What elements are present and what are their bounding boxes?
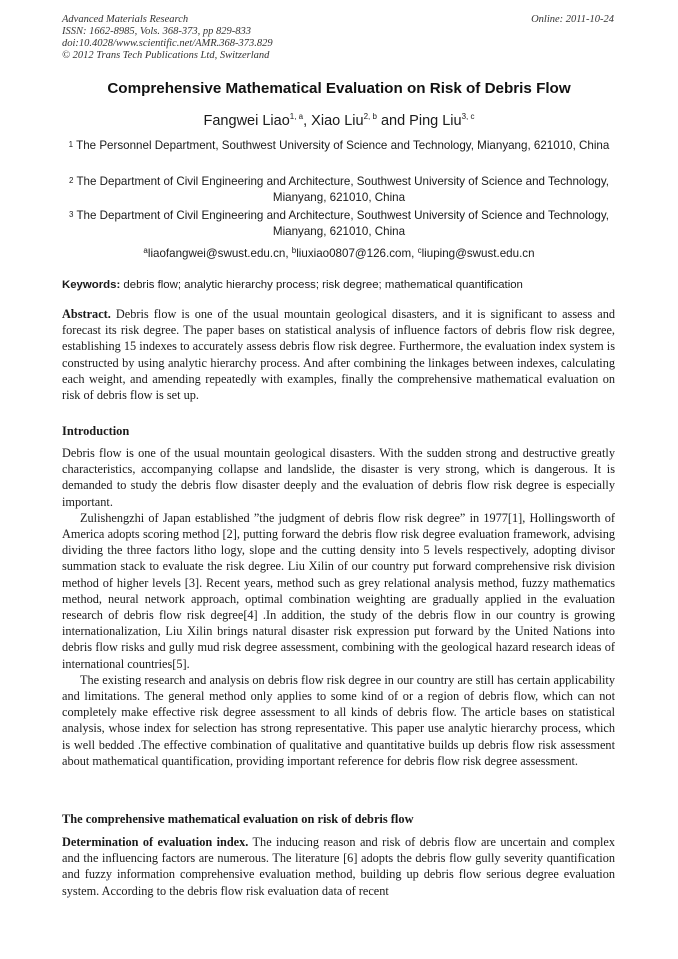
affiliation-2 — [62, 174, 616, 206]
keywords-label: Keywords: — [62, 279, 121, 291]
abstract-label: Abstract. — [62, 307, 111, 321]
running-header — [62, 14, 614, 62]
author-superscript: 2, b — [363, 112, 377, 121]
keywords — [62, 279, 616, 291]
paragraph: The inducing reason and risk of debris flow are uncertain and complex and the influencing factors are numerous. The literature [6] adopts the debris flow gully severity quantification and fuzzy information comprehensive evaluation method, building up debris flow serious degree evaluation system. According to the debris flow risk evaluation data of recent — [62, 835, 615, 898]
affiliation-number: 2 — [69, 176, 74, 185]
subsection-label: Determination of evaluation index. — [62, 835, 249, 849]
introduction-body — [62, 445, 615, 769]
email-marker: c — [417, 246, 422, 255]
email-marker: b — [291, 246, 297, 255]
affiliation-1 — [62, 138, 616, 154]
affiliation-number: 3 — [69, 210, 74, 219]
section-body — [62, 834, 615, 899]
author-line — [40, 113, 638, 129]
email-marker: a — [143, 246, 148, 255]
author-name: Fangwei Liao — [203, 113, 290, 129]
journal-name: Advanced Materials Research — [62, 14, 189, 25]
email-separator: , — [411, 247, 418, 260]
affiliation-text: The Department of Civil Engineering and Architecture, Southwest University of Science and Technology, Mianyang, 621010, China — [76, 175, 609, 204]
doi-line: doi:10.4028/www.scientific.net/AMR.368-373.829 — [62, 38, 273, 49]
email-address: liuping@swust.edu.cn — [421, 247, 535, 260]
keywords-text: debris flow; analytic hierarchy process; risk degree; mathematical quantification — [120, 279, 523, 291]
email-separator: , — [285, 247, 292, 260]
section-heading: The comprehensive mathematical evaluation on risk of debris flow — [62, 812, 414, 826]
abstract-text: Debris flow is one of the usual mountain geological disasters, and it is significant to assess and forecast its risk degree. The paper bases on statistical analysis of influence factors of debris flow risk degree, establishing 15 indexes to accurately assess debris flow risk degree. Furthermore, the evaluation index system is constructed by using analytic hierarchy process. And after combining the linkages between indexes, calculating each weight, and amending repeatedly with examples, finally the comprehensive mathematical evaluation on risk of debris flow is set up. — [62, 307, 615, 403]
author-separator: , — [303, 113, 312, 129]
affiliation-text: The Department of Civil Engineering and Architecture, Southwest University of Science and Technology, Mianyang, 621010, China — [76, 209, 609, 238]
author-separator: and — [376, 113, 410, 129]
online-date: Online: 2011-10-24 — [531, 14, 614, 25]
email-address: liuxiao0807@126.com — [296, 247, 412, 260]
author-name: Xiao Liu — [311, 113, 364, 129]
affiliation-3 — [62, 208, 616, 240]
paper-title: Comprehensive Mathematical Evaluation on Risk of Debris Flow — [107, 80, 571, 97]
affiliation-text: The Personnel Department, Southwest University of Science and Technology, Mianyang, 621010, China — [76, 139, 610, 152]
paragraph: The existing research and analysis on debris flow risk degree in our country are still has certain applicability and limitations. The general method only applies to some kind of or a region of debris flow, which can not completely make effective risk degree assessment to all kinds of debris flow. The article bases on statistical analysis, whose index for selection has strong representative. This paper use analytic hierarchy process, which is well bedded .The effective combination of qualitative and quantitative builds up debris flow risk assessment about mathematical quantification, providing important reference for debris flow risk degree assessment. — [62, 672, 615, 768]
author-emails — [62, 247, 616, 260]
introduction-heading: Introduction — [62, 424, 130, 438]
paragraph: Zulishengzhi of Japan established ”the judgment of debris flow risk degree” in 1977[1], Hollingsworth of America adopts scoring method [2], putting forward the debris flow risk degree evaluation framework, advising dividing the three factors litho logy, slope and the cutting density into 5 levels respectively, adopting divisor summation stack to evaluate the risk degree. Liu Xilin of our country put forward comprehensive risk division method of higher levels [3]. Recent years, method such as grey relational analysis method, fuzzy mathematics method, neural network approach, optimal combination weighting are gradually applied in the evaluation research of debris flow risk degree[4] .In addition, the study of the debris flow in our country is growing internationalization, Liu Xilin brings natural disaster risk expression put forward by the United Nations into debris flow risks and gully mud risk degree assessment, combining with the geological hazard research ideas of international countries[5]. — [62, 510, 615, 671]
author-superscript: 1, a — [289, 112, 304, 121]
email-address: liaofangwei@swust.edu.cn — [147, 247, 286, 260]
issn-line: ISSN: 1662-8985, Vols. 368-373, pp 829-833 — [62, 26, 251, 37]
author-name: Ping Liu — [409, 113, 462, 129]
paragraph: Debris flow is one of the usual mountain geological disasters. With the sudden strong and destructive greatly characteristics, accompanying collapse and landslide, the disaster is very strong, which is dangerous. It is demanded to study the debris flow disaster deeply and the evaluation of debris flow risk degree is especially important. — [62, 446, 615, 509]
copyright-line: © 2012 Trans Tech Publications Ltd, Switzerland — [62, 50, 270, 61]
author-superscript: 3, c — [461, 112, 475, 121]
abstract — [62, 306, 615, 403]
affiliation-number: 1 — [68, 140, 74, 149]
